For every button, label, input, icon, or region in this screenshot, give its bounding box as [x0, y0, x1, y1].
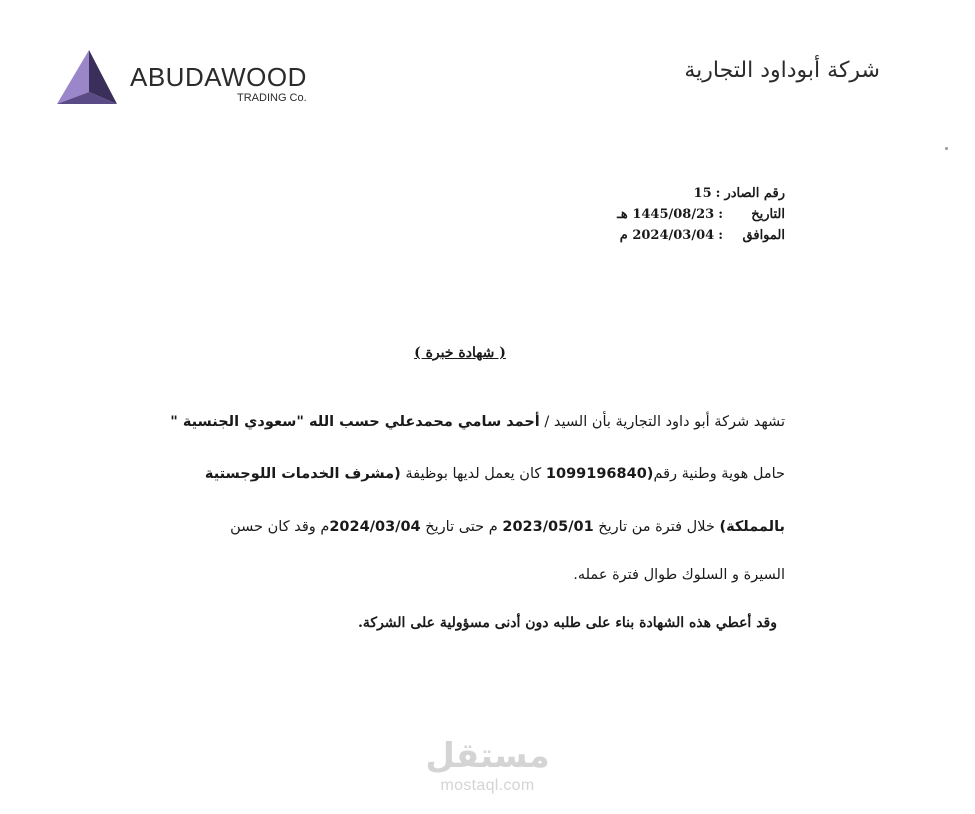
ref-date-row: [617, 204, 785, 225]
ref-separator: :: [718, 228, 723, 243]
employee-name: أحمد سامي محمدعلي حسب الله "سعودي الجنسية ": [170, 414, 540, 430]
certificate-title: ( شهادة خبرة ): [414, 345, 506, 361]
logo-subtitle: TRADING Co.: [237, 92, 307, 104]
body-line-4: السيرة و السلوك طوال فترة عمله.: [573, 567, 785, 583]
job-title-end: بالمملكة): [719, 519, 785, 535]
body-line-3: [130, 519, 785, 535]
body-text-segment: كان يعمل لديها بوظيفة: [400, 466, 546, 482]
company-logo: [55, 48, 325, 108]
logo-name: ABUDAWOOD: [130, 62, 307, 92]
body-text-segment: تشهد شركة أبو داود التجارية بأن السيد /: [539, 414, 785, 430]
mostaql-watermark: [425, 735, 550, 805]
ref-separator: :: [715, 186, 721, 201]
body-text-segment: خلال فترة من تاريخ: [593, 519, 720, 535]
body-line-1: [130, 414, 785, 430]
body-text-segment: م وقد كان حسن: [230, 519, 330, 535]
watermark-arabic: مستقل: [425, 736, 550, 776]
ref-date-label: التاريخ: [751, 207, 785, 222]
national-id: (1099196840: [545, 466, 654, 482]
company-name-arabic: شركة أبوداود التجارية: [684, 58, 880, 83]
ref-equiv-value: 2024/03/04 م: [619, 228, 715, 243]
ref-number-value: 15: [693, 186, 712, 201]
reference-block: [617, 183, 785, 246]
body-text-segment: م حتى تاريخ: [420, 519, 503, 535]
body-text-segment: حامل هوية وطنية رقم: [653, 466, 785, 482]
ref-equiv-label: الموافق: [742, 228, 785, 243]
ref-number-label: رقم الصادر: [724, 186, 785, 201]
end-date: 2024/03/04: [329, 519, 421, 535]
ref-number-row: [617, 183, 785, 204]
ref-separator: :: [718, 207, 723, 222]
closing-statement: وقد أعطي هذه الشهادة بناء على طلبه دون أدنى مسؤولية على الشركة.: [358, 615, 777, 631]
margin-dot: [945, 147, 948, 150]
watermark-url: mostaql.com: [440, 777, 535, 794]
body-line-2: [130, 466, 785, 482]
start-date: 2023/05/01: [502, 519, 594, 535]
ref-date-value: 1445/08/23 هـ: [617, 207, 715, 222]
job-title: (مشرف الخدمات اللوجستية: [204, 466, 401, 482]
ref-equiv-row: [617, 225, 785, 246]
pyramid-logo-icon: [55, 48, 119, 106]
